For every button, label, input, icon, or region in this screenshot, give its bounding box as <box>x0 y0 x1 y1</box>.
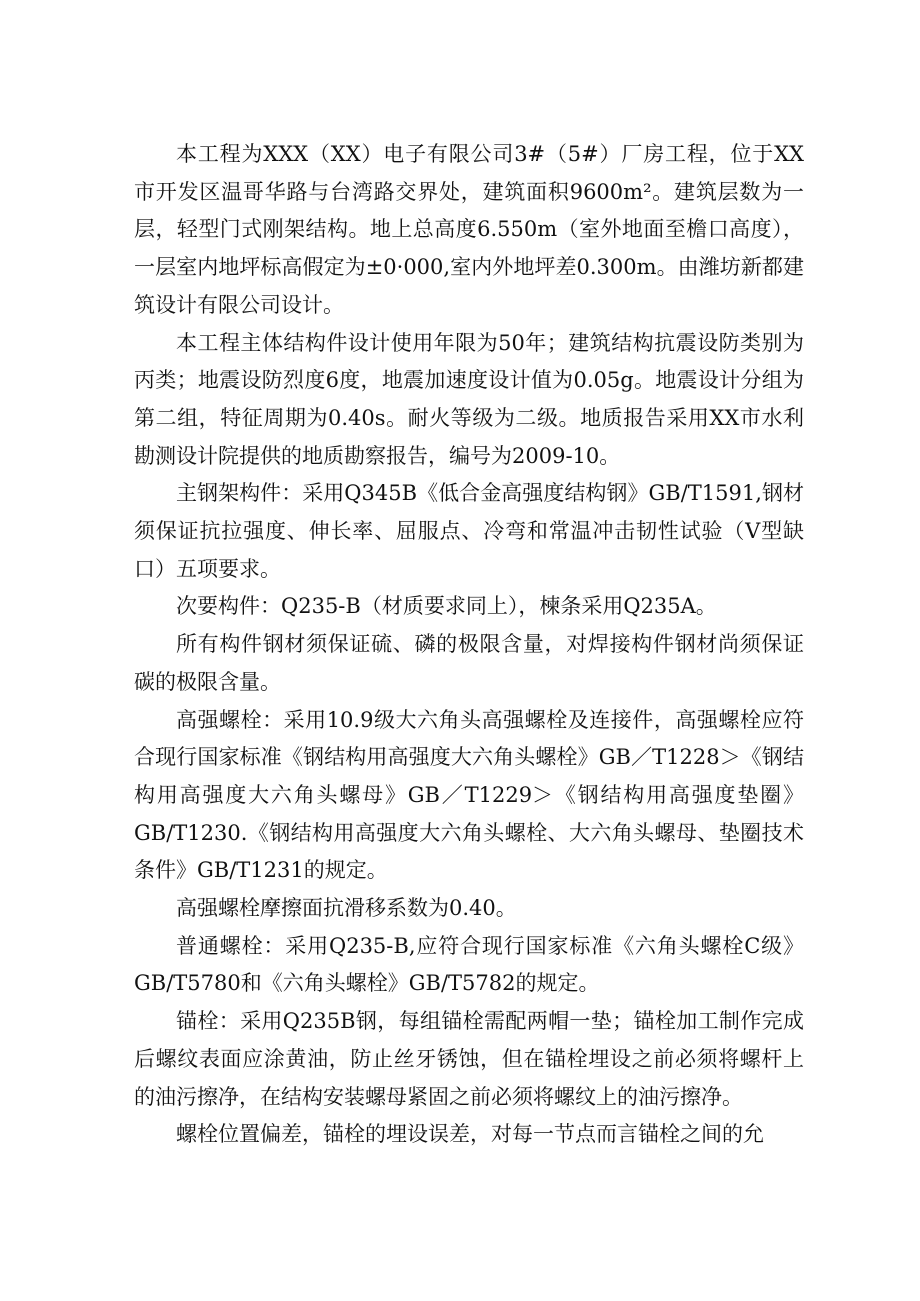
paragraph-secondary-members: 次要构件：Q235-B（材质要求同上），楝条采用Q235A。 <box>176 594 717 619</box>
paragraph-ordinary-bolts: 普通螺栓：采用Q235-B,应符合现行国家标准《六角头螺栓C级》GB/T5780和《六角头螺栓》GB/T5782的规定。 <box>134 933 804 996</box>
paragraph-steel-content: 所有构件钢材须保证硫、磷的极限含量，对焊接构件钢材尚须保证碳的极限含量。 <box>134 632 804 694</box>
paragraph-project-overview: 本工程为XXX（XX）电子有限公司3#（5#）厂房工程，位于XX市开发区温哥华路与台湾路交界处，建筑面积9600m²。建筑层数为一层，轻型门式刚架结构。地上总高度6.550m（室外地面至檐口高度），一层室内地坪标高假定为±0·000,室内外地坪差0.300m。由潍坊新都建筑设计有限公司设计。 <box>134 142 804 317</box>
paragraph-main-steel: 主钢架构件：采用Q345B《低合金高强度结构钢》GB/T1591,钢材须保证抗拉强度、伸长率、屈服点、冷弯和常温冲击韧性试验（V型缺口）五项要求。 <box>134 481 804 581</box>
paragraph-seismic-design: 本工程主体结构件设计使用年限为50年；建筑结构抗震设防类别为丙类；地震设防烈度6度，地震加速度设计值为0.05g。地震设计分组为第二组，特征周期为0.40s。耐火等级为二级。地质报告采用XX市水利勘测设计院提供的地质勘察报告，编号为2009-10。 <box>134 330 804 468</box>
paragraph-bolt-tolerance: 螺栓位置偏差，锚栓的埋设误差，对每一节点而言锚栓之间的允 <box>176 1122 764 1147</box>
document-body <box>134 136 804 1154</box>
paragraph-high-strength-bolts: 高强螺栓：采用10.9级大六角头高强螺栓及连接件，高强螺栓应符合现行国家标准《钢结构用高强度大六角头螺栓》GB／T1228＞《钢结构用高强度大六角头螺母》GB／T1229＞《钢结构用高强度垫圈》GB/T1230.《钢结构用高强度大六角头螺栓、大六角头螺母、垫圈技术条件》GB/T1231的规定。 <box>134 707 804 883</box>
paragraph-anchor-bolts: 锚栓：采用Q235B钢，每组锚栓需配两帽一垫；锚栓加工制作完成后螺纹表面应涂黄油，防止丝牙锈蚀，但在锚栓埋设之前必须将螺杆上的油污擦净，在结构安装螺母紧固之前必须将螺纹上的油污擦净。 <box>134 1009 804 1109</box>
paragraph-friction-coefficient: 高强螺栓摩擦面抗滑移系数为0.40。 <box>176 896 517 921</box>
